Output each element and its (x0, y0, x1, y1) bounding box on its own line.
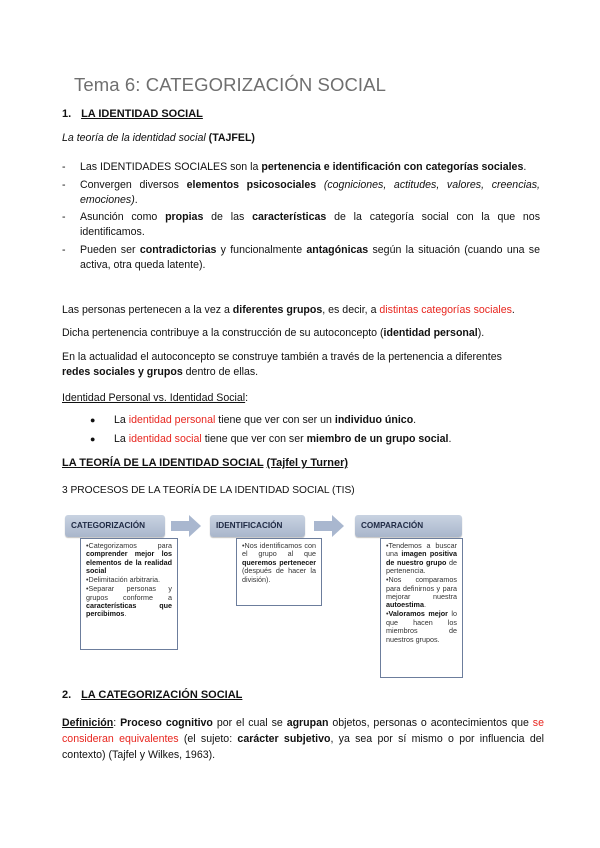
process-header-categorizacion: CATEGORIZACIÓN (65, 515, 165, 537)
para3-text-a: En la actualidad el autoconcepto se construye también a través de la pertenencia a diferentes (62, 351, 502, 363)
text-run: identidad personal (128, 414, 216, 426)
process-item (386, 542, 457, 576)
text-run: . (448, 433, 452, 445)
text-run: lo que hacen los miembros de nuestros grupos. (386, 609, 457, 644)
text-run: contradictorias (139, 243, 217, 256)
text-run: Proceso cognitivo (120, 717, 213, 729)
para3-text-c: dentro de ellas. (182, 366, 259, 378)
process-item (86, 542, 172, 576)
text-run: miembro de un grupo social (306, 433, 449, 445)
text-run: La (114, 433, 129, 445)
text-run: identidad social (128, 433, 202, 445)
text-run: Asunción como (80, 211, 166, 224)
para2-text-a: Dicha pertenencia contribuye a la construcción de su autoconcepto ( (62, 327, 384, 339)
text-run: antagónicas (306, 243, 369, 256)
process-box-identificacion (236, 538, 322, 606)
bullet-dot-icon: ● (90, 434, 96, 444)
para1-text-c: , es decir, a (322, 304, 380, 316)
text-run: • (386, 609, 389, 619)
text-run: . (523, 161, 527, 173)
theory-heading-text: LA TEORÍA DE LA IDENTIDAD SOCIAL (62, 457, 264, 469)
dash-mark: - (62, 161, 66, 173)
text-run: elementos psicosociales (186, 178, 317, 191)
section-2-heading (62, 689, 242, 701)
text-run: queremos pertenecer (242, 557, 316, 567)
text-run: •Delimitación arbitraria. (86, 575, 161, 585)
text-run: características (252, 211, 327, 224)
process-box-categorizacion (80, 538, 178, 650)
text-run: •Separar personas y grupos conforme a (86, 584, 172, 602)
text-run: . (413, 414, 417, 426)
text-run: •Categorizamos para (86, 541, 172, 550)
page-title: Tema 6: CATEGORIZACIÓN SOCIAL (74, 74, 386, 95)
section-1-number: 1. (62, 108, 72, 120)
text-run: de la categoría social con la que nos identificamos. (80, 211, 540, 239)
text-run: de pertenencia. (386, 557, 457, 576)
text-run: autoestima (386, 600, 424, 610)
process-item (86, 585, 172, 619)
text-run: individuo único (334, 414, 414, 426)
process-item (242, 542, 316, 584)
section-2-number: 2. (62, 689, 72, 701)
para1-text-a: Las personas pertenecen a la vez a (62, 304, 233, 316)
process-header-comparacion: COMPARACIÓN (355, 515, 462, 537)
text-run: . (124, 609, 127, 619)
bullet-dot-icon: ● (90, 415, 96, 425)
para2-bold: identidad personal (383, 327, 478, 339)
para1-text-e: . (511, 304, 515, 316)
text-run: , ya sea por sí mismo o por influencia del contexto) (Tajfel y Wilkes, 1963). (62, 733, 544, 761)
text-run: . (423, 600, 426, 610)
arrow-icon (171, 515, 201, 537)
arrow-icon (314, 515, 344, 537)
text-run: Las IDENTIDADES SOCIALES son la (80, 161, 262, 173)
text-run: La (114, 414, 129, 426)
para2-text-c: ). (477, 327, 485, 339)
identity-comparison-text: Identidad Personal vs. Identidad Social (62, 392, 246, 404)
text-run: por el cual se (212, 717, 287, 729)
identity-comparison-colon: : (245, 392, 249, 404)
text-run: tiene que ver con ser (201, 433, 307, 445)
subtitle-main: La teoría de la identidad social (62, 132, 206, 144)
text-run: pertenencia e identificación con categorías sociales (261, 161, 524, 173)
text-run: •Tendemos a buscar una (386, 541, 457, 559)
text-run: objetos, personas o acontecimientos que (328, 717, 533, 729)
process-box-comparacion (380, 538, 463, 678)
text-run: : (113, 717, 121, 729)
text-run: Definición (62, 717, 114, 729)
text-run: y funcionalmente (216, 243, 307, 256)
subtitle-paren: (TAJFEL) (208, 132, 255, 144)
text-run: se consideran equivalentes (62, 717, 544, 745)
section-1-title: LA IDENTIDAD SOCIAL (81, 108, 203, 120)
process-header-identificacion: IDENTIFICACIÓN (210, 515, 305, 537)
processes-heading: 3 PROCESOS DE LA TEORÍA DE LA IDENTIDAD SOCIAL (TIS) (62, 485, 355, 496)
section-2-title: LA CATEGORIZACIÓN SOCIAL (81, 689, 243, 701)
text-run: de las (203, 211, 253, 224)
text-run: Pueden ser (80, 243, 140, 256)
process-item (386, 576, 457, 610)
text-run: (después de hacer la división). (242, 566, 316, 584)
text-run: Valoramos mejor (388, 609, 448, 619)
text-run: agrupan (286, 717, 329, 729)
theory-heading-paren: (Tajfel y Turner) (266, 457, 349, 469)
text-run: imagen positiva de nuestro grupo (386, 549, 457, 567)
para1-red: distintas categorías sociales (379, 304, 512, 316)
text-run: comprender mejor los elementos de la realidad social (86, 549, 172, 576)
dash-mark: - (62, 243, 66, 256)
text-run: . (134, 193, 138, 206)
para3-bold: redes sociales y grupos (62, 366, 183, 378)
text-run: •Nos comparamos para definirnos y para mejorar nuestra (386, 575, 457, 602)
para1-bold: diferentes grupos (232, 304, 323, 316)
dash-mark: - (62, 211, 66, 224)
process-item (386, 610, 457, 644)
text-run: carácter subjetivo (237, 733, 331, 745)
text-run: (cogniciones, actitudes, valores, creencias, emociones) (80, 178, 540, 206)
text-run: •Nos identificamos con el grupo al que (242, 541, 316, 559)
text-run: propias (165, 211, 204, 224)
dash-mark: - (62, 178, 66, 191)
text-run: Convergen diversos (80, 178, 187, 191)
text-run: (el sujeto: (178, 733, 238, 745)
text-run: según la situación (cuando una se activa, otra queda latente). (80, 243, 540, 272)
text-run: características que percibimos (86, 601, 172, 619)
text-run: tiene que ver con ser un (215, 414, 335, 426)
definition-paragraph (62, 715, 544, 763)
